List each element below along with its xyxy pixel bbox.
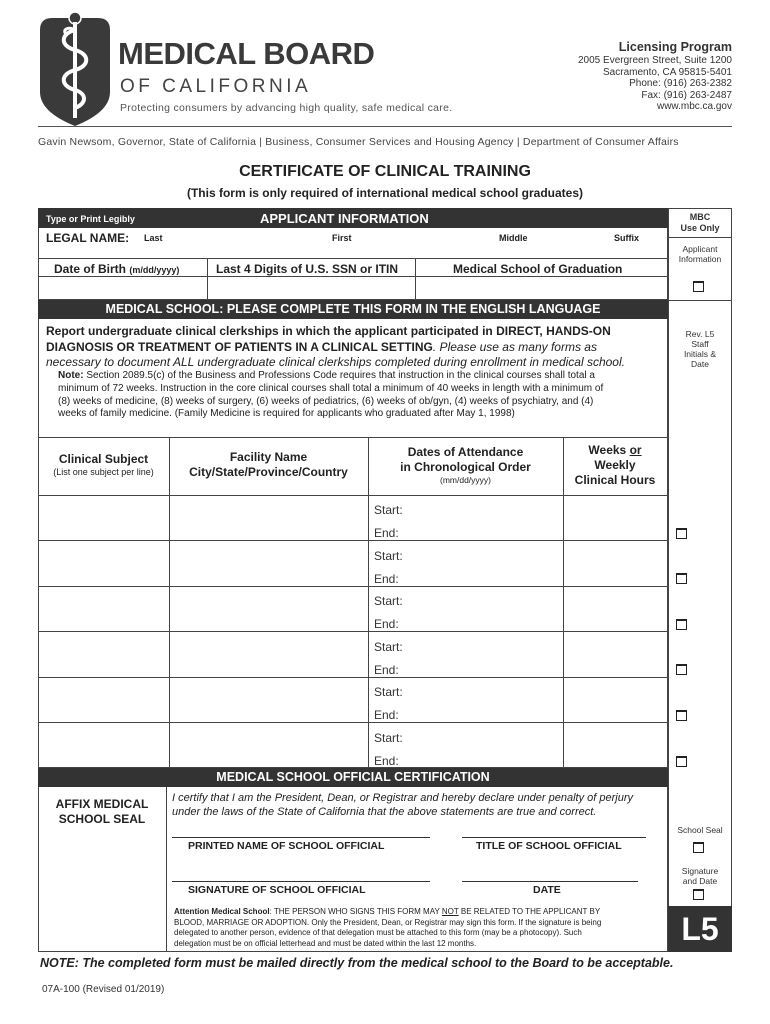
middle-name-label: Middle	[499, 233, 528, 243]
row-2-dates: Start: End:	[374, 549, 403, 586]
report-instructions: Report undergraduate clinical clerkships in which the applicant participated in DIRECT, HANDS-ON DIAGNOSIS OR TREATMENT OF PATIENTS IN A CLINICAL SETTING. Please use as many forms as necessary to document ALL undergraduate clinical clerkships completed during enrollment in medical school.	[46, 324, 625, 369]
suffix-label: Suffix	[614, 233, 640, 243]
row-1-subject-input[interactable]	[40, 497, 168, 539]
board-tagline: Protecting consumers by advancing high quality, safe medical care.	[120, 102, 453, 114]
col-facility: Facility Name City/State/Province/Country	[189, 450, 348, 479]
staff-initials-label: Rev. L5 Staff Initials & Date	[683, 329, 717, 369]
applicant-heading: APPLICANT INFORMATION	[260, 211, 429, 226]
school-seal-checkbox[interactable]	[693, 842, 704, 853]
certification-heading: MEDICAL SCHOOL OFFICIAL CERTIFICATION	[38, 768, 668, 787]
row-1-facility-input[interactable]	[171, 497, 367, 539]
title-label: TITLE OF SCHOOL OFFICIAL	[476, 840, 622, 852]
signature-label: SIGNATURE OF SCHOOL OFFICIAL	[188, 884, 366, 896]
row-3-dates: Start: End:	[374, 594, 403, 631]
ssn-input[interactable]	[209, 278, 414, 298]
header-divider	[38, 126, 732, 127]
school-graduation-input[interactable]	[417, 278, 667, 298]
affix-seal-label: AFFIX MEDICAL SCHOOL SEAL	[55, 797, 149, 826]
printed-name-label: PRINTED NAME OF SCHOOL OFFICIAL	[188, 840, 385, 852]
contact-block	[492, 40, 732, 113]
ssn-label: Last 4 Digits of U.S. SSN or ITIN	[216, 262, 399, 276]
form-title: CERTIFICATE OF CLINICAL TRAINING	[239, 163, 531, 180]
row-1-weeks-input[interactable]	[565, 497, 666, 539]
row-6-checkbox[interactable]	[676, 756, 687, 767]
footer-note: NOTE: The completed form must be mailed directly from the medical school to the Board to be acceptable.	[40, 956, 674, 970]
printed-name-line[interactable]	[172, 837, 430, 838]
dob-label: Date of Birth (m/dd/yyyy)	[54, 262, 180, 276]
legal-name-label: LEGAL NAME:	[46, 231, 130, 245]
row-6-dates: Start: End:	[374, 731, 403, 768]
first-name-label: First	[332, 233, 352, 243]
form-code-badge: L5	[668, 906, 732, 952]
address-line-1: 2005 Evergreen Street, Suite 1200	[578, 55, 732, 66]
col-weeks: Weeks or Weekly Clinical Hours	[574, 443, 656, 487]
signature-date-label: Signature and Date	[681, 866, 719, 886]
row-4-dates: Start: End:	[374, 640, 403, 677]
school-seal-label: School Seal	[677, 825, 723, 835]
row-3-checkbox[interactable]	[676, 619, 687, 630]
program-name: Licensing Program	[618, 40, 732, 54]
row-4-checkbox[interactable]	[676, 664, 687, 675]
row-1-checkbox[interactable]	[676, 528, 687, 539]
date-line[interactable]	[462, 881, 638, 882]
website: www.mbc.ca.gov	[656, 101, 732, 112]
form-subtitle: (This form is only required of international medical school graduates)	[186, 186, 584, 200]
certify-statement: I certify that I am the President, Dean, or Registrar and hereby declare under penalty of perjury under the laws of the State of California that the above statements are true and correct.	[172, 792, 634, 818]
address-line-2: Sacramento, CA 95815-5401	[603, 66, 732, 78]
type-print-label: Type or Print Legibly	[46, 214, 135, 224]
title-line[interactable]	[462, 837, 646, 838]
medical-school-heading: MEDICAL SCHOOL: PLEASE COMPLETE THIS FORM IN THE ENGLISH LANGUAGE	[38, 300, 668, 319]
row-2-checkbox[interactable]	[676, 573, 687, 584]
form-id: 07A-100 (Revised 01/2019)	[42, 984, 165, 995]
mbc-use-only-label: MBC Use Only	[680, 212, 720, 233]
col-clinical-subject: Clinical Subject (List one subject per line)	[53, 452, 154, 477]
signature-line[interactable]	[172, 881, 430, 882]
applicant-info-label: Applicant Information	[678, 244, 722, 264]
attention-note: Attention Medical School: THE PERSON WHO SIGNS THIS FORM MAY NOT BE RELATED TO THE APPLICANT BY BLOOD, MARRIAGE OR ADOPTION. Only the President, Dean, or Registrar may sign this form. If the signature is being delegated to another person, evidence of that delegation must be attached to this form (may be a photocopy). Such delegation must be on official letterhead and must be dated within the last 12 months.	[174, 907, 602, 948]
medical-board-logo-icon	[38, 12, 112, 128]
applicant-info-checkbox[interactable]	[693, 281, 704, 292]
last-name-label: Last	[144, 233, 163, 243]
board-title: MEDICAL BOARD	[118, 36, 375, 71]
note-block: Note: Section 2089.5(c) of the Business and Professions Code requires that instruction in the clinical courses shall total a minimum of 72 weeks. Instruction in the core clinical courses shall total a minimum of 40 weeks in length with a minimum of (8) weeks of medicine, (8) weeks of surgery, (6) weeks of pediatrics, (6) weeks of ob/gyn, (4) weeks of psychiatry, and (4) weeks of family medicine. (Family Medicine is required for applicants who graduated after May 1, 1998)	[58, 370, 604, 420]
fax: Fax: (916) 263-2487	[641, 89, 732, 101]
phone: Phone: (916) 263-2382	[629, 78, 732, 89]
government-line: Gavin Newsom, Governor, State of California | Business, Consumer Services and Housing Agency | Department of Consumer Affairs	[38, 136, 679, 148]
board-subtitle: OF CALIFORNIA	[120, 76, 312, 97]
row-5-dates: Start: End:	[374, 685, 403, 722]
clerkship-rows	[38, 495, 668, 768]
row-1-dates: Start: End:	[374, 503, 403, 540]
col-dates: Dates of Attendance in Chronological Order (mm/dd/yyyy)	[400, 445, 531, 485]
dob-input[interactable]	[40, 278, 206, 298]
row-5-checkbox[interactable]	[676, 710, 687, 721]
legal-name-input[interactable]	[40, 245, 666, 258]
date-label: DATE	[533, 884, 561, 896]
school-graduation-label: Medical School of Graduation	[453, 262, 623, 276]
signature-date-checkbox[interactable]	[693, 889, 704, 900]
